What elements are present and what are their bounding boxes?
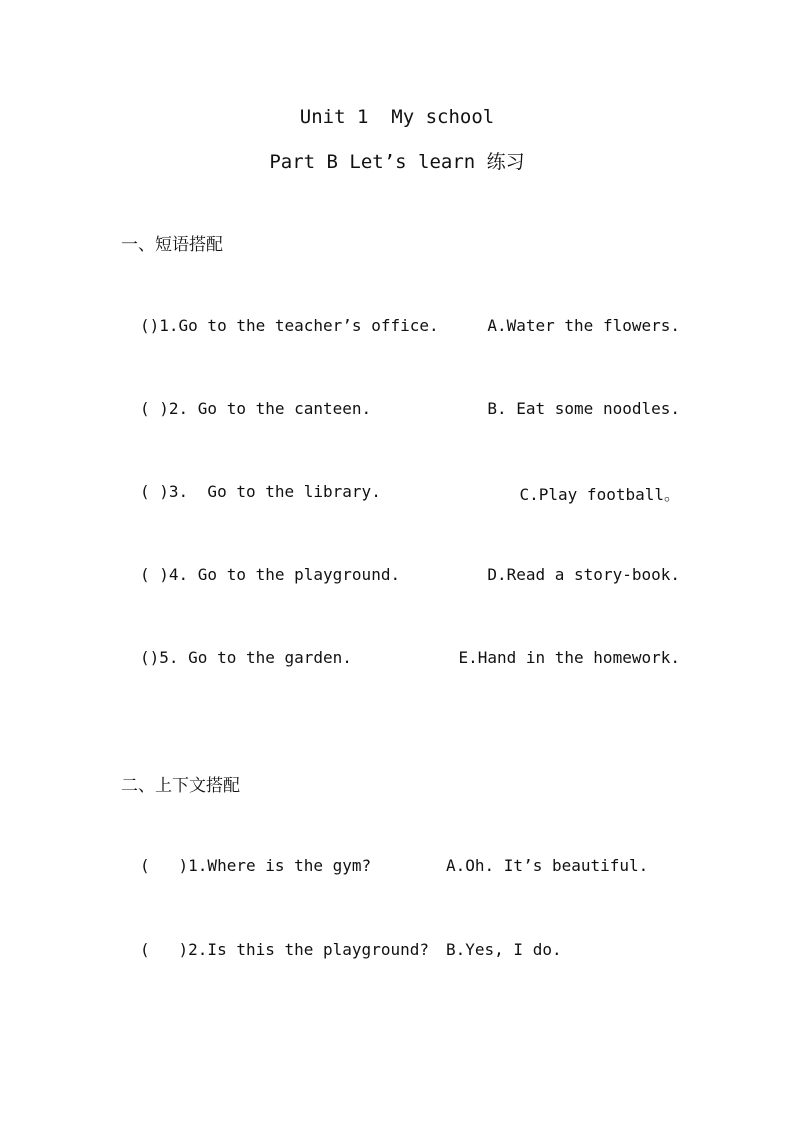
list-item	[140, 565, 680, 589]
question-text: ()5. Go to the garden.	[140, 648, 352, 667]
answer-option: B. Eat some noodles.	[487, 399, 680, 418]
list-item	[140, 399, 680, 423]
answer-option: E.Hand in the homework.	[458, 648, 680, 667]
list-item	[140, 482, 680, 506]
section-heading-phrase-matching: 一、短语搭配	[121, 235, 223, 255]
question-text: ( )1.Where is the gym?	[140, 856, 372, 875]
question-text: ()1.Go to the teacher’s office.	[140, 316, 439, 335]
answer-option: A.Oh. It’s beautiful.	[446, 856, 649, 875]
question-text: ( )3. Go to the library.	[140, 482, 381, 501]
answer-option: D.Read a story-book.	[487, 565, 680, 584]
list-item	[140, 856, 680, 880]
answer-option: A.Water the flowers.	[487, 316, 680, 335]
question-text: ( )2.Is this the playground?	[140, 940, 429, 959]
answer-option: B.Yes, I do.	[446, 940, 562, 959]
page-subtitle: Part B Let’s learn 练习	[269, 151, 525, 173]
question-text: ( )2. Go to the canteen.	[140, 399, 372, 418]
answer-option: C.Play football。	[519, 485, 680, 504]
section-heading-context-matching: 二、上下文搭配	[121, 776, 240, 796]
question-text: ( )4. Go to the playground.	[140, 565, 401, 584]
page-title: Unit 1 My school	[299, 106, 495, 128]
list-item	[140, 316, 680, 340]
list-item	[140, 648, 680, 672]
list-item	[140, 940, 680, 964]
